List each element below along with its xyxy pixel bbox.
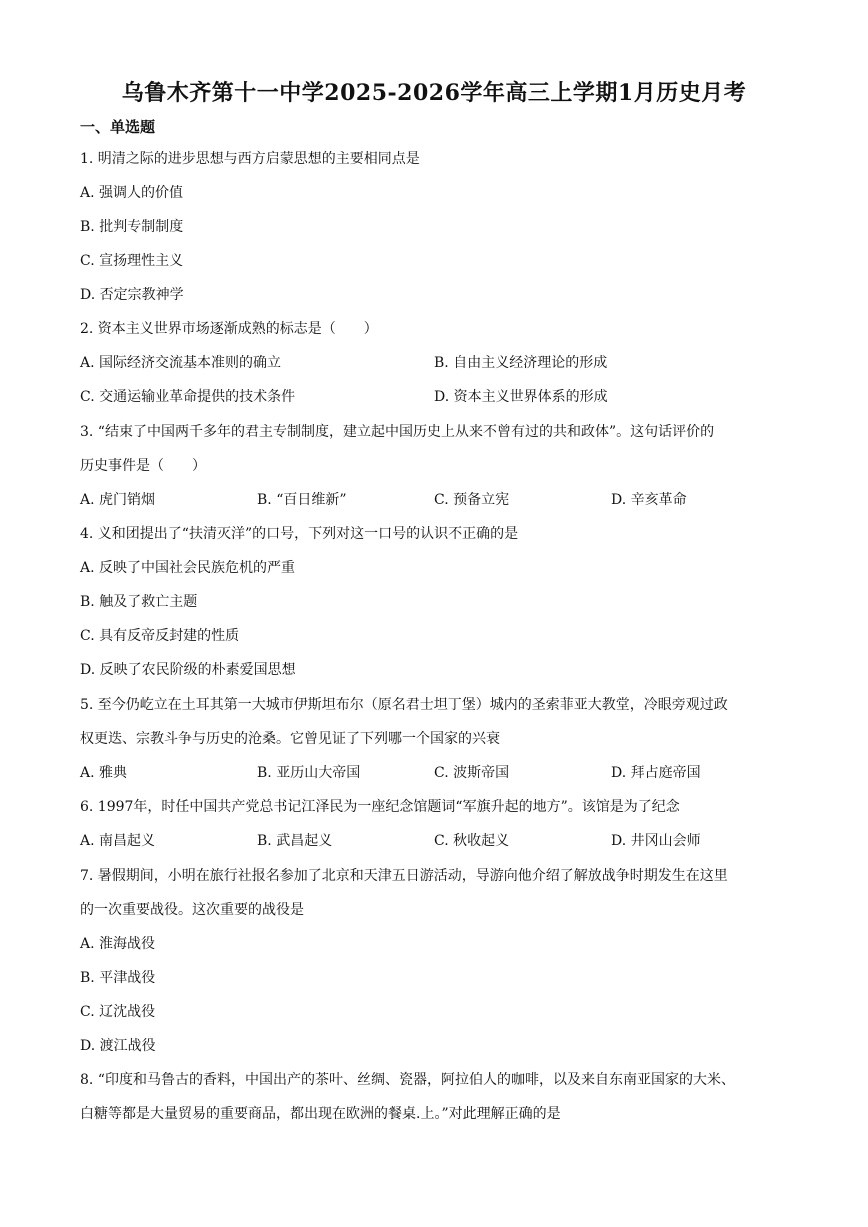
- question-8-stem-line-2: 白糖等都是大量贸易的重要商品，都出现在欧洲的餐桌.上。”对此理解正确的是: [80, 1106, 561, 1122]
- question-5-option-c[interactable]: C. 波斯帝国: [434, 765, 510, 781]
- question-7-option-b[interactable]: B. 平津战役: [80, 970, 156, 986]
- question-6-option-a[interactable]: A. 南昌起义: [80, 833, 156, 849]
- question-3-option-d[interactable]: D. 辛亥革命: [611, 492, 687, 508]
- question-2-option-b[interactable]: B. 自由主义经济理论的形成: [434, 355, 608, 371]
- question-5-option-a[interactable]: A. 雅典: [80, 765, 128, 781]
- question-1-option-c[interactable]: C. 宣扬理性主义: [80, 253, 184, 269]
- question-3-option-b[interactable]: B. “百日维新”: [257, 492, 347, 508]
- question-7-option-c[interactable]: C. 辽沈战役: [80, 1004, 156, 1020]
- question-6-stem: 6. 1997年，时任中国共产党总书记江泽民为一座纪念馆题词“军旗升起的地方”。该馆是为了纪念: [80, 799, 680, 815]
- question-5-stem-line-1: 5. 至今仍屹立在土耳其第一大城市伊斯坦布尔（原名君士坦丁堡）城内的圣索菲亚大教堂，冷眼旁观过政: [80, 697, 728, 713]
- question-7-option-a[interactable]: A. 淮海战役: [80, 936, 156, 952]
- question-2-option-c[interactable]: C. 交通运输业革命提供的技术条件: [80, 389, 296, 405]
- question-2-option-a[interactable]: A. 国际经济交流基本准则的确立: [80, 355, 282, 371]
- question-6-option-c[interactable]: C. 秋收起义: [434, 833, 510, 849]
- question-2-stem: 2. 资本主义世界市场逐渐成熟的标志是（ ）: [80, 321, 378, 337]
- question-5-option-b[interactable]: B. 亚历山大帝国: [257, 765, 361, 781]
- question-1-stem: 1. 明清之际的进步思想与西方启蒙思想的主要相同点是: [80, 151, 420, 167]
- question-4-option-d[interactable]: D. 反映了农民阶级的朴素爱国思想: [80, 662, 296, 678]
- question-4-option-b[interactable]: B. 触及了救亡主题: [80, 594, 198, 610]
- question-3-stem-line-1: 3. “结束了中国两千多年的君主专制制度，建立起中国历史上从来不曾有过的共和政体”。这句话评价的: [80, 424, 715, 440]
- question-6-option-d[interactable]: D. 井冈山会师: [611, 833, 701, 849]
- section-heading: 一、单选题: [80, 118, 156, 136]
- question-3-option-a[interactable]: A. 虎门销烟: [80, 492, 156, 508]
- question-7-stem-line-2: 的一次重要战役。这次重要的战役是: [80, 902, 304, 918]
- question-3-stem-line-2: 历史事件是（ ）: [80, 458, 206, 474]
- question-4-option-c[interactable]: C. 具有反帝反封建的性质: [80, 628, 240, 644]
- question-5-stem-line-2: 权更迭、宗教斗争与历史的沧桑。它曾见证了下列哪一个国家的兴衰: [80, 731, 500, 747]
- question-2-option-d[interactable]: D. 资本主义世界体系的形成: [434, 389, 608, 405]
- question-1-option-b[interactable]: B. 批判专制制度: [80, 219, 184, 235]
- question-8-stem-line-1: 8. “印度和马鲁古的香料，中国出产的茶叶、丝绸、瓷器，阿拉伯人的咖啡，以及来自东南亚国家的大米、: [80, 1072, 735, 1088]
- question-5-option-d[interactable]: D. 拜占庭帝国: [611, 765, 701, 781]
- question-7-stem-line-1: 7. 暑假期间，小明在旅行社报名参加了北京和天津五日游活动，导游向他介绍了解放战争时期发生在这里: [80, 868, 728, 884]
- question-6-option-b[interactable]: B. 武昌起义: [257, 833, 333, 849]
- exam-title: 乌鲁木齐第十一中学2025-2026学年高三上学期1月历史月考: [121, 80, 747, 106]
- question-7-option-d[interactable]: D. 渡江战役: [80, 1038, 156, 1054]
- question-4-option-a[interactable]: A. 反映了中国社会民族危机的严重: [80, 560, 296, 576]
- question-4-stem: 4. 义和团提出了“扶清灭洋”的口号，下列对这一口号的认识不正确的是: [80, 526, 519, 542]
- question-1-option-d[interactable]: D. 否定宗教神学: [80, 287, 184, 303]
- question-1-option-a[interactable]: A. 强调人的价值: [80, 185, 184, 201]
- question-3-option-c[interactable]: C. 预备立宪: [434, 492, 510, 508]
